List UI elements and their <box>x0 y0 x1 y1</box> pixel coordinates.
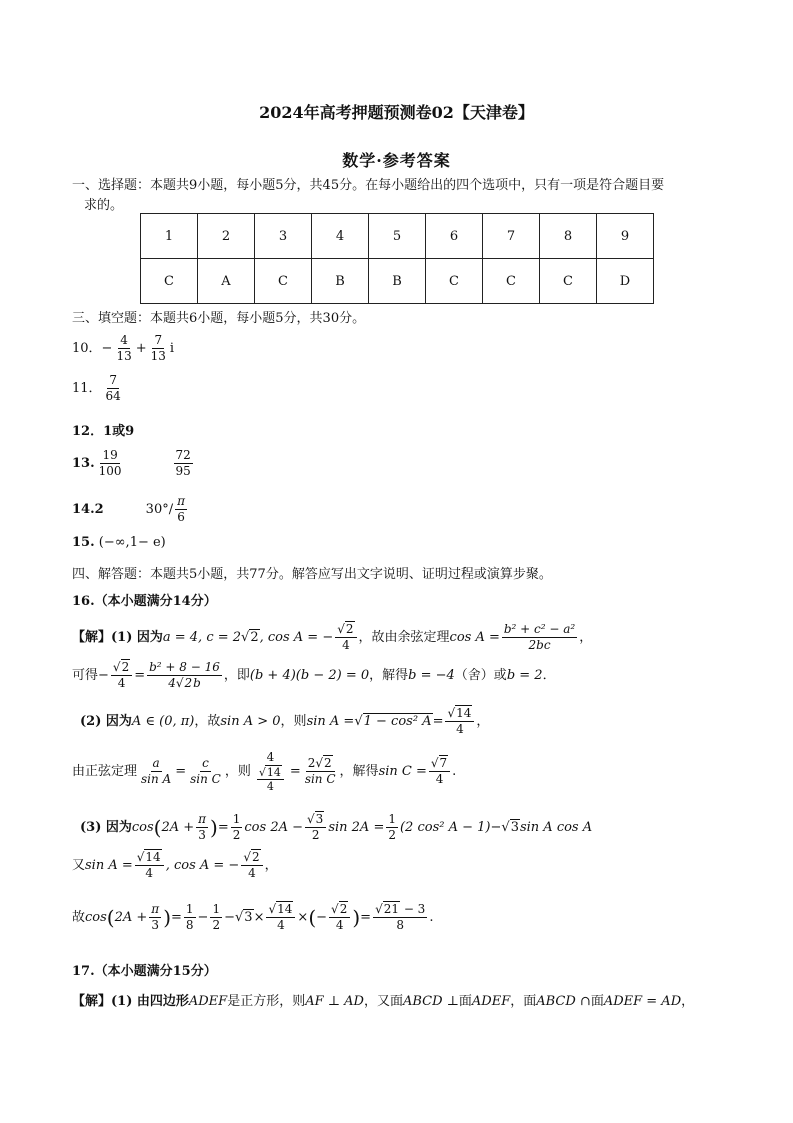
table-cell: 5 <box>369 214 426 259</box>
minus-sign: − <box>197 910 209 925</box>
q16-line-7: 故cos(2A + $\frac{\pi}{3}$ )= $\frac{1}{8}$ − $\frac{1}{2}$ −√3× $\frac{√14}{4}$ ×(− $\frac{√2}{4}$ )= $\frac{√21 - 3}{8}$ . <box>72 902 434 932</box>
math-expr: ABCD ∩ <box>536 994 591 1009</box>
denominator: 2 <box>388 828 396 842</box>
table-cell: 4 <box>312 214 369 259</box>
minus-sign: − <box>316 910 328 925</box>
text: ， <box>476 714 490 729</box>
answer-text: 1或9 <box>103 424 135 439</box>
denominator: 4 <box>145 866 154 880</box>
page-subtitle: 数学·参考答案 <box>342 151 451 170</box>
denominator: sin A <box>141 772 172 786</box>
text: 面 <box>590 994 604 1009</box>
denominator: 6 <box>177 510 185 524</box>
fraction <box>114 333 133 364</box>
q-label: 11． <box>72 381 102 396</box>
math-expr: b = −4 <box>408 668 455 683</box>
text: ，则 <box>224 764 251 779</box>
text: . <box>452 764 457 779</box>
table-cell: 3 <box>255 214 312 259</box>
denominator: 4 <box>248 866 256 880</box>
answer-q11 <box>72 373 125 404</box>
numerator: 7 <box>154 333 163 347</box>
table-cell: C <box>141 259 198 304</box>
denominator: 13 <box>116 349 132 363</box>
denominator: 4 <box>456 722 464 736</box>
denominator: 4 <box>266 780 274 793</box>
math-expr: (b + 4)(b − 2) = 0 <box>249 668 370 683</box>
denominator: 4 <box>335 918 344 932</box>
q-label: 14. <box>72 502 95 517</box>
denominator: 100 <box>98 464 122 478</box>
math-expr: sin C = <box>378 764 427 779</box>
denominator: 4 <box>168 676 176 690</box>
equals: = <box>217 820 229 835</box>
fraction: $\frac{√14}{4}$ <box>135 850 164 881</box>
q16-line-2 <box>72 660 556 691</box>
radicand: 2 <box>184 676 193 690</box>
radicand: 2 <box>345 622 354 636</box>
table-cell: 8 <box>540 214 597 259</box>
math-expr: sin A cos A <box>519 820 593 835</box>
fraction: $\frac{√2}{4}$ <box>111 660 132 691</box>
fraction: $\frac{√3}{2}$ <box>305 812 326 843</box>
math-expr: sin A = <box>85 858 133 873</box>
q-label: 12． <box>72 424 104 439</box>
numerator: π <box>177 494 185 508</box>
numerator: 19 <box>102 448 118 462</box>
denominator: 4 <box>117 676 126 690</box>
fraction <box>196 812 208 843</box>
numerator: a <box>152 756 160 770</box>
text: . <box>429 910 434 925</box>
denominator: sin C <box>190 772 221 786</box>
table-cell: 1 <box>141 214 198 259</box>
denominator: 2bc <box>528 638 551 652</box>
q17-line-1 <box>72 990 694 1009</box>
radicand: 1 − cos² A <box>363 714 432 729</box>
equals: = <box>134 668 146 683</box>
table-cell: C <box>426 259 483 304</box>
text: ，即 <box>223 668 250 683</box>
radicand: 3 <box>510 820 519 835</box>
imaginary-unit: i <box>169 341 175 356</box>
math-expr: 2A + <box>114 910 148 925</box>
numerator: 72 <box>175 448 191 462</box>
q17-heading: 17.（本小题满分15分） <box>72 964 217 979</box>
math-expr: cos A = <box>449 630 500 645</box>
radicand: 2 <box>339 902 348 916</box>
denominator: 3 <box>151 918 160 932</box>
q16-line-6 <box>72 850 278 881</box>
q-label: 15. <box>72 535 95 550</box>
math-expr: ADEF <box>188 994 228 1009</box>
table-cell: C <box>255 259 312 304</box>
text: ，面 <box>510 994 537 1009</box>
radicand: 14 <box>266 766 281 779</box>
equals: = <box>171 910 182 925</box>
answer-table <box>140 213 654 304</box>
math-expr: ADEF = AD <box>603 994 682 1009</box>
fraction: $\frac{2√2}{\text{sin C}}$ <box>304 756 336 786</box>
text: ，故 <box>194 714 221 729</box>
fraction <box>149 902 161 933</box>
denominator: 2 <box>232 828 241 842</box>
radicand: 2 <box>324 756 332 770</box>
sqrt: √3 <box>235 910 253 925</box>
answer-q13 <box>72 448 195 479</box>
radicand: 3 <box>315 812 324 826</box>
text: ，解得 <box>339 764 379 779</box>
text: ． <box>542 668 556 683</box>
numerator: 1 <box>185 902 194 916</box>
numerator: c <box>202 756 209 770</box>
math-expr: A ∈ (0, π) <box>131 714 195 729</box>
fraction: $\frac{√14}{4}$ <box>266 902 295 933</box>
math-expr: , cos A = − <box>165 858 240 873</box>
text: ，故由余弦定理 <box>358 630 450 645</box>
answer-text: 2 <box>94 502 104 517</box>
equals: = <box>289 764 301 779</box>
answer-q10 <box>72 333 174 364</box>
fraction <box>97 448 124 479</box>
numerator: 7 <box>109 373 117 387</box>
numerator: b² + 8 − 16 <box>149 660 220 674</box>
denominator: 64 <box>105 389 121 403</box>
text: ，则 <box>280 714 307 729</box>
fraction <box>210 902 222 933</box>
step-label: (3) 因为 <box>80 820 132 835</box>
section4-heading: 四、解答题：本题共5小题，共77分。解答应写出文字说明、证明过程或演算步聚。 <box>72 567 552 582</box>
denominator: 2 <box>212 918 221 932</box>
fraction <box>139 756 173 787</box>
math-expr: sin A > 0 <box>220 714 281 729</box>
denominator: 3 <box>198 828 206 842</box>
text: 可得 <box>72 668 99 683</box>
section3-heading: 三、填空题：本题共6小题，每小题5分，共30分。 <box>72 311 366 326</box>
numerator: 1 <box>388 812 396 826</box>
minus-sign: − <box>101 341 113 356</box>
answer-q14 <box>72 494 189 525</box>
math-expr: ADEF <box>471 994 511 1009</box>
text: ， <box>681 994 695 1009</box>
section1-heading: 一、选择题：本题共9小题，每小题5分，共45分。在每小题给出的四个选项中，只有一项是符合题目要 <box>72 178 665 193</box>
text: ，又面 <box>363 994 403 1009</box>
denominator: sin C <box>304 772 336 786</box>
denominator: 8 <box>396 918 405 932</box>
equals: = <box>432 714 444 729</box>
fraction <box>386 812 398 843</box>
numerator: 4 <box>120 333 128 347</box>
text: （舍）或 <box>454 668 507 683</box>
table-row-numbers <box>141 214 654 259</box>
table-cell: 7 <box>483 214 540 259</box>
math-expr: cos <box>131 820 154 835</box>
fraction <box>104 373 123 404</box>
minus-sign: − <box>98 668 109 683</box>
radicand: 3 <box>244 910 253 925</box>
table-cell: 6 <box>426 214 483 259</box>
denominator: 4 <box>342 638 350 652</box>
math-expr: (2 cos² A − 1) <box>399 820 491 835</box>
fraction: $\frac{√2}{4}$ <box>329 902 350 933</box>
numerator: π <box>198 812 207 826</box>
numerator: π <box>151 902 160 916</box>
q-label: 13. <box>72 456 95 471</box>
step-label: 【解】(1) 由四边形 <box>72 994 189 1009</box>
section1-heading-cont: 求的。 <box>84 198 124 213</box>
fraction: $\frac{√7}{4}$ <box>429 756 450 787</box>
equals: = <box>360 910 372 925</box>
radicand: 2 <box>250 630 259 645</box>
minus-sign: − <box>224 910 235 925</box>
plus-sign: + <box>135 341 147 356</box>
numerator: 4 <box>266 750 275 764</box>
math-expr: AF ⊥ AD <box>305 994 364 1009</box>
text: 由正弦定理 <box>72 764 138 779</box>
times-sign: × <box>297 910 309 925</box>
table-cell: 2 <box>198 214 255 259</box>
numerator: 1 <box>232 812 241 826</box>
math-expr: ABCD ⊥ <box>402 994 459 1009</box>
fraction <box>188 756 223 787</box>
fraction: $\frac{√14}{4}$ <box>445 706 474 737</box>
text: ， <box>264 858 278 873</box>
numerator: 1 <box>212 902 221 916</box>
radicand: 14 <box>456 706 472 720</box>
math-expr: sin 2A = <box>328 820 385 835</box>
math-expr: 2A + <box>161 820 195 835</box>
text: 是正方形，则 <box>227 994 306 1009</box>
minus-sign: − <box>490 820 502 835</box>
numerator: 2 <box>307 756 316 770</box>
radicand: 2 <box>121 660 130 674</box>
denominator: b <box>193 676 201 690</box>
step-label: 【解】(1) 因为 <box>72 630 163 645</box>
radicand: 21 <box>383 902 399 916</box>
radicand: 2 <box>251 850 260 864</box>
denominator: 8 <box>185 918 194 932</box>
table-row-answers <box>141 259 654 304</box>
denominator: 2 <box>311 828 320 842</box>
fraction: $\frac{√2}{4}$ <box>241 850 262 881</box>
fraction <box>174 448 193 479</box>
denominator: 13 <box>150 349 166 363</box>
table-cell: C <box>483 259 540 304</box>
q16-line-1 <box>72 622 592 653</box>
q-label: 10． <box>72 341 102 356</box>
sqrt: √3 <box>501 820 519 835</box>
fraction: $\frac{4}{\frac{√14}{4}}$ <box>253 750 288 793</box>
answer-text: (−∞,1− e) <box>98 535 166 550</box>
text: 面 <box>458 994 472 1009</box>
text: 又 <box>72 858 86 873</box>
math-expr: cos 2A − <box>244 820 304 835</box>
fraction: $\frac{√21 - 3}{8}$ <box>375 902 426 932</box>
q16-heading: 16.（本小题满分14分） <box>72 594 217 609</box>
table-cell: D <box>597 259 654 304</box>
radicand: 7 <box>439 756 448 770</box>
sqrt: √1 − cos² A <box>354 714 432 729</box>
fraction <box>149 333 168 364</box>
step-label: (2) 因为 <box>80 714 132 729</box>
answer-q12 <box>72 420 134 439</box>
page-title: 2024年高考押题预测卷02【天津卷】 <box>259 103 534 122</box>
denominator: 95 <box>175 464 191 478</box>
math-expr: , cos A = − <box>259 630 334 645</box>
fraction <box>231 812 243 843</box>
radicand: 14 <box>277 902 293 916</box>
numerator: − 3 <box>400 902 426 916</box>
text: 故 <box>72 910 86 925</box>
denominator: 4 <box>435 772 444 786</box>
answer-text: 30°/ <box>145 502 174 517</box>
table-cell: 9 <box>597 214 654 259</box>
fraction <box>175 494 187 525</box>
table-cell: C <box>540 259 597 304</box>
math-expr: b = 2 <box>506 668 543 683</box>
math-expr: cos <box>85 910 107 925</box>
times-sign: × <box>253 910 265 925</box>
fraction: $\frac{√2}{4}$ <box>335 622 356 653</box>
math-expr: a = 4, c = 2 <box>162 630 242 645</box>
q16-line-4 <box>72 750 456 793</box>
text: ，解得 <box>369 668 409 683</box>
table-cell: B <box>369 259 426 304</box>
math-expr: sin A = <box>306 714 355 729</box>
answer-q15 <box>72 535 166 550</box>
table-cell: B <box>312 259 369 304</box>
equals: = <box>175 764 187 779</box>
denominator: 4 <box>277 918 285 932</box>
radicand: 14 <box>145 850 161 864</box>
fraction <box>184 902 196 933</box>
q16-line-5: (3) 因为cos(2A + $\frac{\pi}{3}$ )= $\frac{1}{2}$ cos 2A − $\frac{√3}{2}$ sin 2A = $\frac{1}{2}$ (2 cos² A − 1)−√3sin A cos A <box>80 812 593 842</box>
sqrt: √2 <box>241 630 259 645</box>
numerator: b² + c² − a² <box>503 622 576 636</box>
text: ， <box>579 630 593 645</box>
fraction: $\frac{\text{b² + 8 − 16}}{4√2b}$ <box>149 660 220 690</box>
q16-line-3 <box>80 706 489 737</box>
table-cell: A <box>198 259 255 304</box>
fraction <box>502 622 577 653</box>
